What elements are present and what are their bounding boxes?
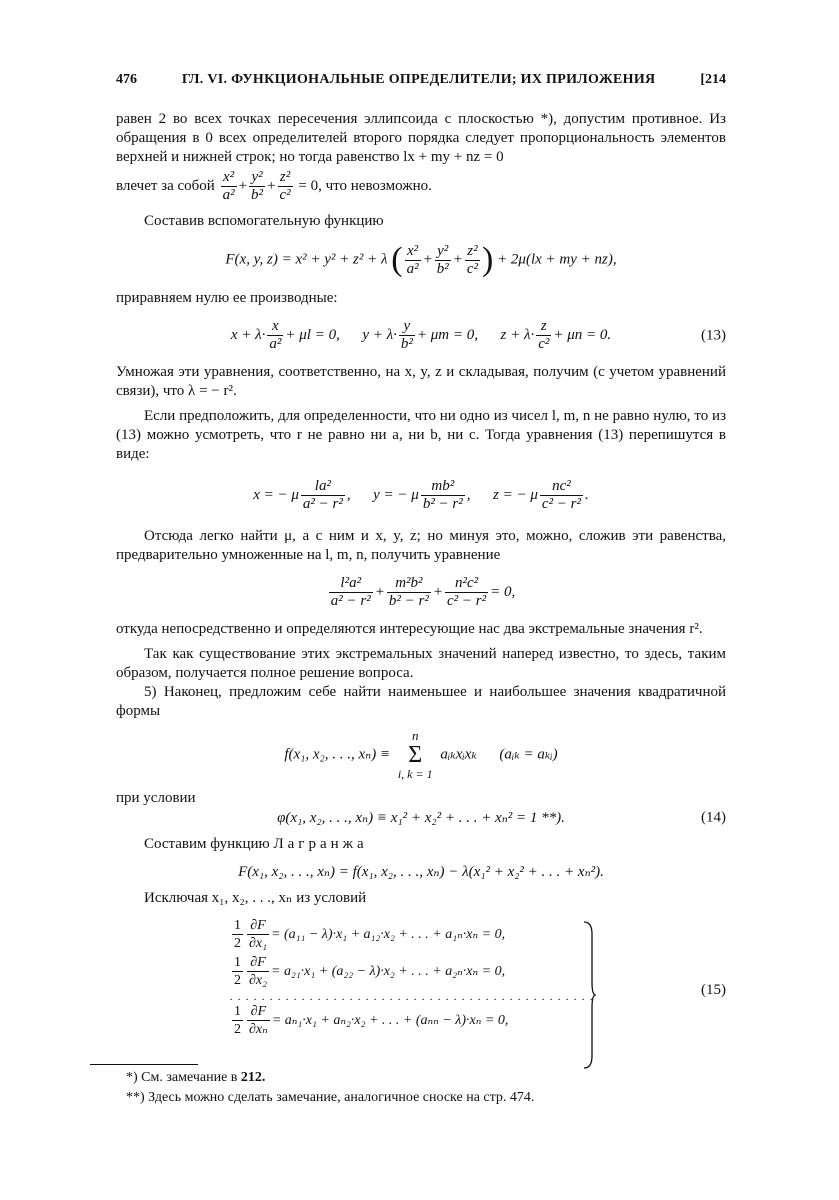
equation-13: x + λ· $\frac{x}{\text{a²}}$ + μl = 0, y + λ· $\frac{y}{\text{b²}}$ + μm = 0, z + λ· $\frac{z}{\text{c²}}$ + μn = 0. (13) bbox=[230, 318, 726, 352]
equation-number: (14) bbox=[701, 809, 726, 825]
system-row: $\frac{1}{2}$ $\frac{\partial F}{\text{∂xₙ}}$ = aₙ₁·x₁ + aₙ₂·x₂ + . . . + (aₙₙ − λ)·xₙ = 0, bbox=[234, 1004, 509, 1037]
paragraph: равен 2 во всех точках пересечения эллипсоида с плоскостью *), допустим противное. Из обращения в 0 всех определителей второго порядка следует пропорциональность элементов верхней и нижней строк; но тогда равенство lx + my + nz = 0 bbox=[116, 111, 726, 165]
paragraph: Отсюда легко найти μ, а с ним и x, y, z; но минуя это, можно, сложив эти равенства, предварительно умноженные на l, m, n, получить уравнение bbox=[116, 528, 726, 563]
page bbox=[116, 60, 726, 1074]
rewritten-equations: x = − μ $\frac{\text{la²}}{\text{a² − r²}}$ , y = − μ $\frac{\text{mb²}}{\text{b² − r²}}$ , z = − μ $\frac{\text{nc²}}{\text{c² − r²}}$ . bbox=[253, 478, 589, 512]
equation-system-15 bbox=[116, 916, 726, 1074]
fraction: $\frac{\text{x²}}{\text{a²}}$ bbox=[222, 169, 235, 203]
paragraph: влечет за собой $\frac{\text{x²}}{\text{a²}}$ + $\frac{\text{y²}}{\text{b²}}$ + $\frac{\text{z²}}{\text{c²}}$ = 0, что невозможно. bbox=[116, 169, 432, 203]
paragraph: Исключая x₁, x₂, . . ., xₙ из условий bbox=[144, 890, 367, 906]
equation-number: (13) bbox=[701, 327, 726, 343]
paragraph: откуда непосредственно и определяются интересующие нас два экстремальные значения r². bbox=[116, 621, 703, 637]
footnote: **) Здесь можно сделать замечание, аналогичное сноске на стр. 474. bbox=[126, 1090, 535, 1105]
fraction: $\frac{\text{y²}}{\text{b²}}$ bbox=[251, 169, 264, 203]
paragraph: при условии bbox=[116, 790, 196, 806]
fraction: $\frac{\text{z²}}{\text{c²}}$ bbox=[279, 169, 291, 203]
system-dots: . . . . . . . . . . . . . . . . . . . . . . . . . . . . . . . . . . . . . . . . . . . . . . bbox=[230, 989, 594, 1003]
equation-14: φ(x₁, x₂, . . ., xₙ) ≡ x₁² + x₂² + . . . + xₙ² = 1 **). (14) bbox=[277, 809, 726, 826]
auxiliary-function-equation: F(x, y, z) = x² + y² + z² + λ ( $\frac{\text{x²}}{\text{a²}}$ + $\frac{\text{y²}}{\text{b²}}$ + $\frac{\text{z²}}{\text{c²}}$ ) + 2μ(lx + my + nz), bbox=[225, 241, 617, 278]
system-row: $\frac{1}{2}$ $\frac{\partial F}{\text{∂x₂}}$ = a₂₁·x₁ + (a₂₂ − λ)·x₂ + . . . + a₂ₙ·xₙ = 0, bbox=[234, 955, 506, 988]
text: влечет за собой bbox=[116, 177, 215, 194]
paragraph: Составив вспомогательную функцию bbox=[144, 213, 384, 229]
footnotes bbox=[126, 1068, 534, 1108]
system-row: $\frac{1}{2}$ $\frac{\partial F}{\text{∂x₁}}$ = (a₁₁ − λ)·x₁ + a₁₂·x₂ + . . . + a₁ₙ·xₙ = 0, bbox=[234, 918, 506, 951]
quadratic-form: f(x₁, x₂, . . ., xₙ) ≡ n Σ i, k = 1 aᵢₖxᵢxₖ (aᵢₖ = aₖᵢ) bbox=[284, 728, 558, 781]
page-number: 476 bbox=[116, 72, 137, 87]
footnote: *) См. замечание в 212. bbox=[126, 1070, 266, 1085]
r-squared-equation: $\frac{\text{l²a²}}{\text{a² − r²}}$ + $\frac{\text{m²b²}}{\text{b² − r²}}$ + $\frac{\text{n²c²}}{\text{c² − r²}}$ = 0, bbox=[330, 575, 516, 609]
running-header bbox=[116, 72, 726, 88]
chapter-title: ГЛ. VI. ФУНКЦИОНАЛЬНЫЕ ОПРЕДЕЛИТЕЛИ; ИХ ПРИЛОЖЕНИЯ bbox=[181, 72, 656, 87]
paragraph: 5) Наконец, предложим себе найти наименьшее и наибольшее значения квадратичной формы bbox=[116, 684, 726, 719]
section-number: [214 bbox=[700, 72, 726, 87]
lagrange-name: Лагранжа bbox=[273, 836, 368, 852]
paragraph: Умножая эти уравнения, соответственно, на x, y, z и складывая, получим (с учетом уравнений связи), что λ = − r². bbox=[116, 364, 726, 399]
paragraph: Так как существование этих экстремальных значений наперед известно, то здесь, таким образом, получается полное решение вопроса. bbox=[116, 646, 726, 681]
equation-number: (15) bbox=[701, 982, 726, 998]
footnote-divider bbox=[90, 1064, 198, 1065]
right-brace bbox=[582, 920, 596, 1070]
paragraph: Если предположить, для определенности, что ни одно из чисел l, m, n не равно нулю, то из (13) можно усмотреть, что r не равно ни a, ни b, ни c. Тогда уравнения (13) перепишутся в виде: bbox=[116, 408, 726, 462]
paragraph: Составим функцию Лагранжа bbox=[144, 836, 368, 852]
paragraph: приравняем нулю ее производные: bbox=[116, 290, 338, 306]
lagrange-function: F(x₁, x₂, . . ., xₙ) = f(x₁, x₂, . . ., xₙ) − λ(x₁² + x₂² + . . . + xₙ²). bbox=[238, 864, 604, 880]
text: = 0, что невозможно. bbox=[298, 177, 432, 194]
